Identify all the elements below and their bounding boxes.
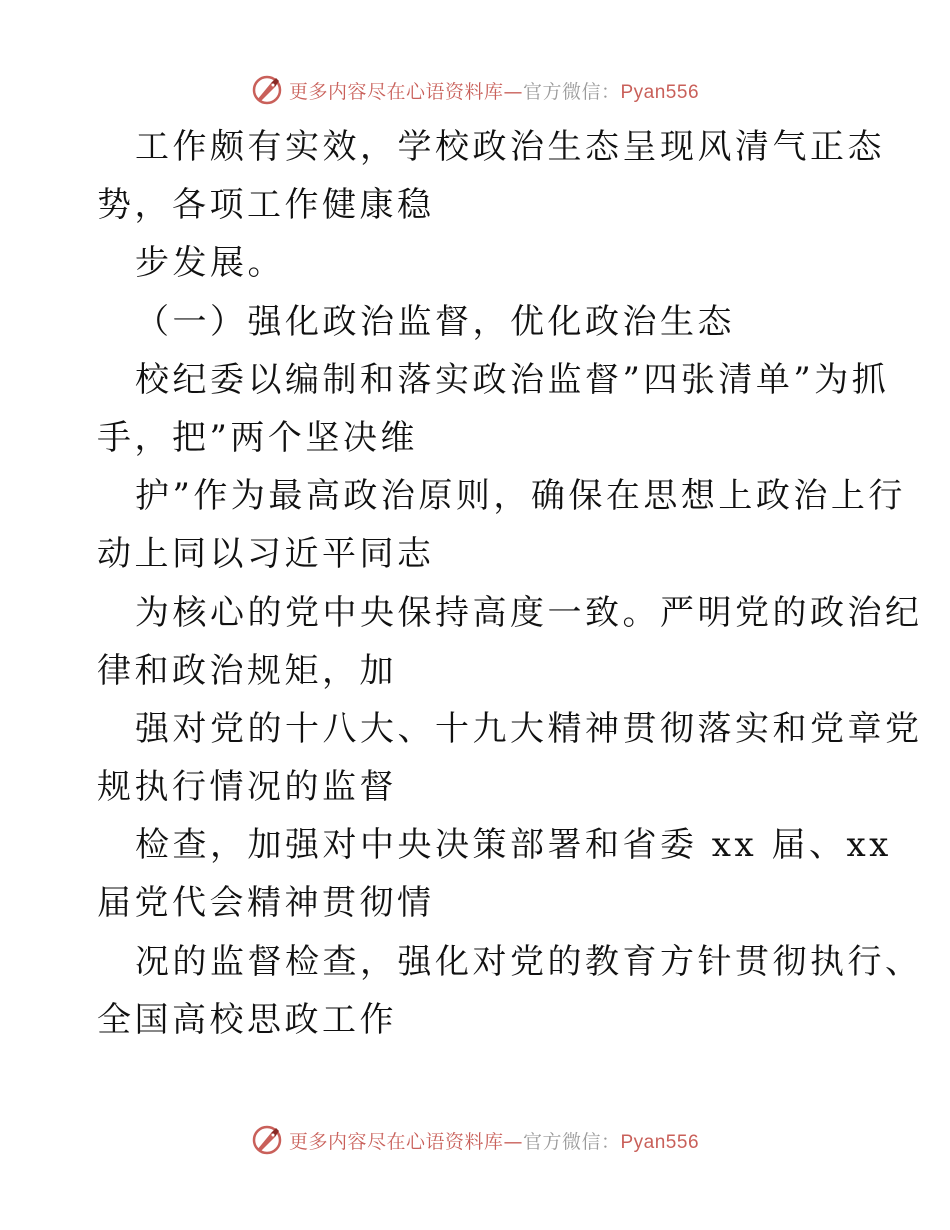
watermark-dash: —: [503, 1130, 523, 1153]
text-line: 手，把”两个坚决维: [97, 417, 418, 458]
watermark-site-text: 更多内容尽在心语资料库: [288, 1130, 504, 1153]
text-line: 况的监督检查，强化对党的教育方针贯彻执行、: [135, 941, 923, 982]
text-line: 为核心的党中央保持高度一致。严明党的政治纪: [135, 592, 923, 633]
watermark-label: 官方微信：: [522, 1130, 621, 1153]
text-line: 检查，加强对中央决策部署和省委 xx 届、xx: [135, 825, 892, 866]
text-line: 律和政治规矩，加: [97, 650, 397, 691]
text-line: 届党代会精神贯彻情: [97, 883, 435, 924]
text-line: 全国高校思政工作: [97, 999, 397, 1040]
text-line: 步发展。: [135, 243, 285, 284]
pen-nib-logo-icon: [251, 1124, 283, 1156]
document-body: [97, 118, 923, 1049]
watermark-account: Pyan556: [620, 1131, 700, 1153]
text-line: 校纪委以编制和落实政治监督”四张清单”为抓: [135, 359, 890, 400]
watermark-account: Pyan556: [620, 81, 700, 103]
text-line: 工作颇有实效，学校政治生态呈现风清气正态: [135, 127, 885, 167]
pen-nib-logo-icon: [251, 74, 283, 106]
header-watermark: [0, 70, 950, 110]
watermark-label: 官方微信：: [522, 80, 621, 103]
footer-watermark: [0, 1120, 950, 1160]
text-line: （一）强化政治监督，优化政治生态: [135, 301, 735, 342]
watermark-dash: —: [503, 80, 523, 103]
text-line: 动上同以习近平同志: [97, 534, 435, 575]
watermark-text: [289, 1127, 699, 1154]
watermark-text: [289, 77, 699, 104]
text-line: 势，各项工作健康稳: [97, 185, 435, 226]
text-line: 护”作为最高政治原则，确保在思想上政治上行: [135, 476, 906, 517]
watermark-site-text: 更多内容尽在心语资料库: [288, 80, 504, 103]
text-line: 规执行情况的监督: [97, 767, 397, 808]
text-line: 强对党的十八大、十九大精神贯彻落实和党章党: [135, 708, 923, 749]
